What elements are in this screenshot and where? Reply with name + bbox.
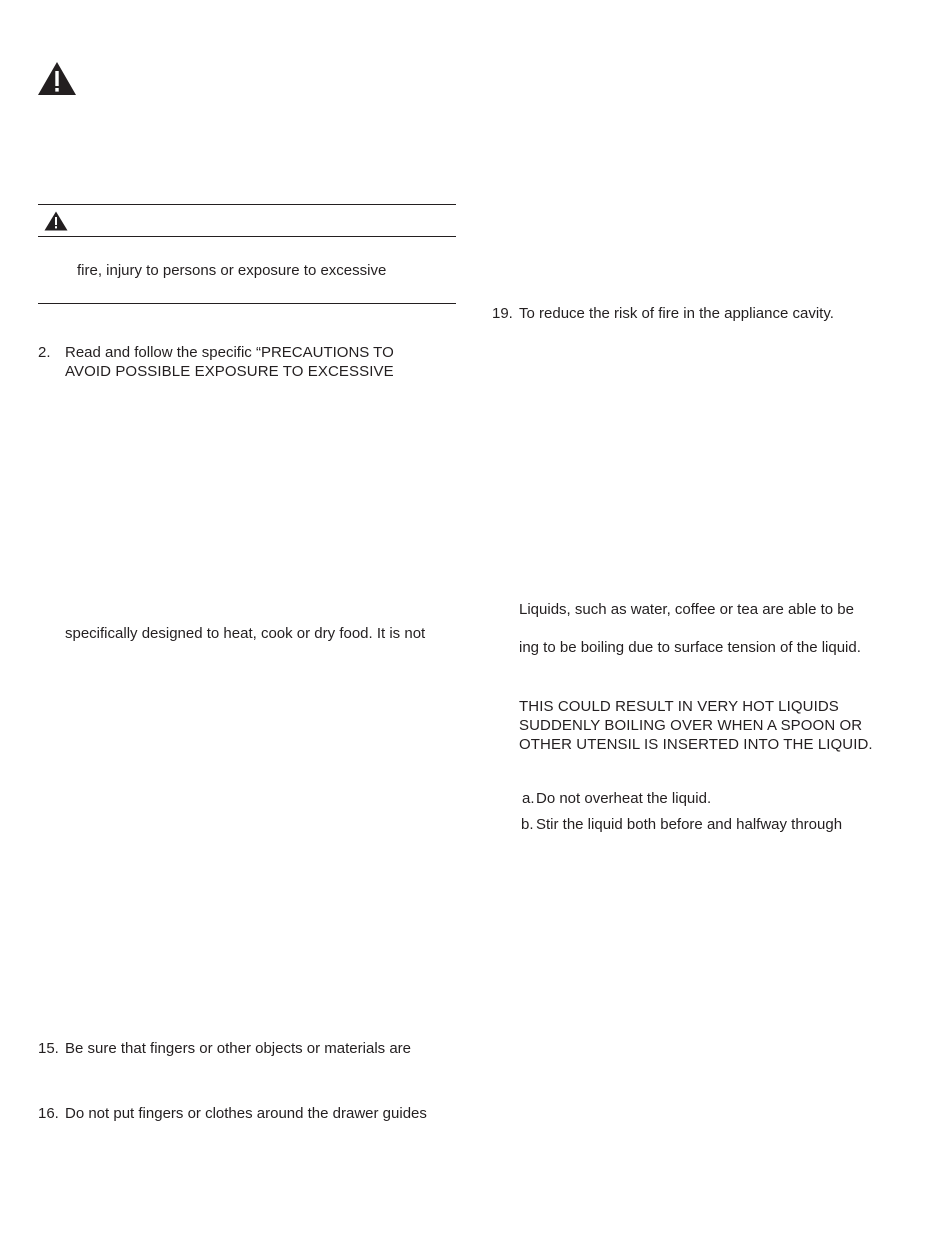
warning-box-bottom-rule	[38, 303, 456, 304]
sub-item-a-text: Do not overheat the liquid.	[536, 790, 712, 807]
item-16-number: 16.	[38, 1105, 59, 1122]
item-19-number: 19.	[492, 305, 513, 322]
warning-box-text: fire, injury to persons or exposure to excessive	[77, 262, 387, 279]
item-16-text: Do not put fingers or clothes around the drawer guides	[65, 1105, 427, 1122]
caution-caps-line2: SUDDENLY BOILING OVER WHEN A SPOON OR	[519, 717, 863, 734]
liquids-line1: Liquids, such as water, coffee or tea are able to be	[519, 601, 854, 618]
item-19-text: To reduce the risk of fire in the appliance cavity.	[519, 305, 834, 322]
small-warning-triangle-icon	[44, 211, 68, 231]
item-2-line2: AVOID POSSIBLE EXPOSURE TO EXCESSIVE	[65, 363, 394, 380]
caution-caps-line3: OTHER UTENSIL IS INSERTED INTO THE LIQUID.	[519, 736, 873, 753]
warning-box-top-rule	[38, 204, 456, 205]
liquids-line2: ing to be boiling due to surface tension of the liquid.	[519, 639, 861, 656]
sub-item-b-label: b.	[521, 816, 534, 833]
sub-item-a-label: a.	[522, 790, 535, 807]
caution-caps-line1: THIS COULD RESULT IN VERY HOT LIQUIDS	[519, 698, 839, 715]
sub-item-b-text: Stir the liquid both before and halfway through	[536, 816, 843, 833]
item-15-text: Be sure that fingers or other objects or materials are	[65, 1040, 411, 1057]
item-15-number: 15.	[38, 1040, 59, 1057]
warning-box-header-rule	[38, 236, 456, 237]
food-fragment-text: specifically designed to heat, cook or dry food. It is not	[65, 625, 426, 642]
item-2-number: 2.	[38, 344, 51, 361]
item-2-line1: Read and follow the specific “PRECAUTIONS TO	[65, 344, 394, 361]
large-warning-triangle-icon	[37, 61, 77, 96]
